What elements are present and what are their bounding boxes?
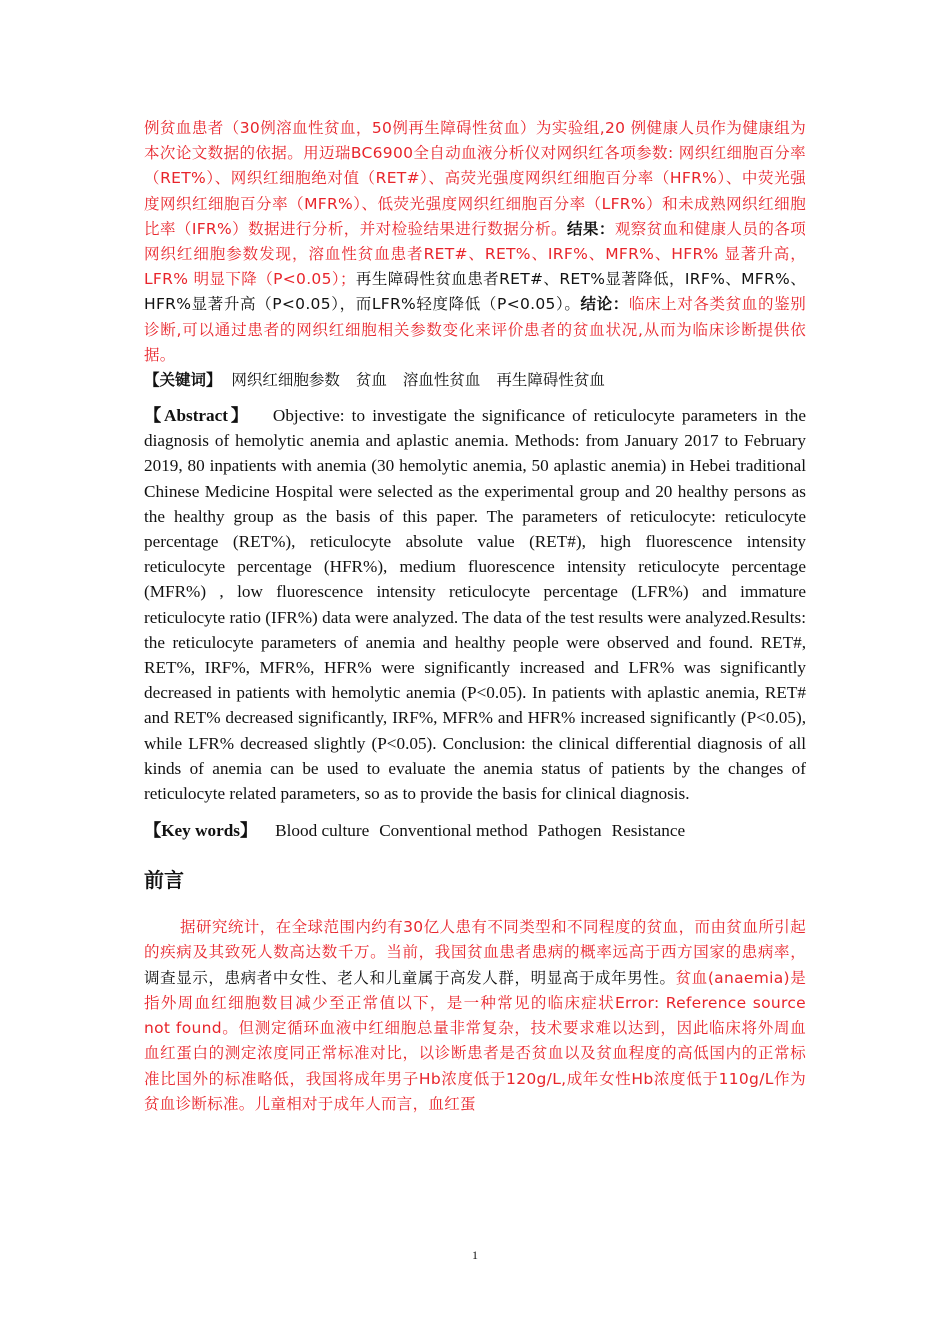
abstract-en-text: Objective: to investigate the significance of reticulocyte parameters in the diagnosis of hemolytic anemia and aplastic anemia. Methods: from January 2017 to February 2019, 80 inpatients with anemia (30 hemolytic anemia, 50 aplastic anemia) in Hebei traditional Chinese Medicine Hospital were selected as the experimental group and 20 healthy persons as the healthy group as the basis of this paper. The parameters of reticulocyte: reticulocyte percentage (RET%), reticulocyte absolute value (RET#), high fluorescence intensity reticulocyte percentage (HFR%), medium fluorescence intensity reticulocyte percentage (MFR%) , low fluorescence intensity reticulocyte percentage (LFR%) and immature reticulocyte ratio (IFR%) data were analyzed. The data of the test results were analyzed.Results: the reticulocyte parameters of anemia and healthy people were observed and found. RET#, RET%, IRF%, MFR%, HFR% were significantly increased and LFR% was significantly decreased in patients with hemolytic anemia (P<0.05). In patients with aplastic anemia, RET# and RET% decreased significantly, IRF%, MFR% and HFR% increased significantly (P<0.05), while LFR% decreased slightly (P<0.05). Conclusion: the clinical differential diagnosis of all kinds of anemia can be used to evaluate the anemia status of patients by the changes of reticulocyte related parameters, so as to provide the basis for clinical diagnosis. xyxy=(144,406,806,804)
abstract-cn-part1: 例贫血患者（30例溶血性贫血，50例再生障碍性贫血）为实验组,20 例健康人员作为健康组为本次论文数据的依据。用迈瑞BC6900全自动血液分析仪对网织红各项参数: 网织红细胞百分率（RET%）、网织红细胞绝对值（RET#）、高荧光强度网织红细胞百分率（HFR%）、中荧光强度网织红细胞百分率（MFR%）、低荧光强度网织红细胞百分率（LFR%）和未成熟网织红细胞比率（IFR%）数据进行分析，并对检验结果进行数据分析。 xyxy=(144,119,806,238)
abstract-en-label: 【Abstract】 xyxy=(144,406,251,426)
keyword-en: Resistance xyxy=(611,821,686,841)
english-abstract xyxy=(144,403,806,806)
section-title: 前言 xyxy=(144,868,184,893)
conclusion-label: 结论： xyxy=(580,295,629,314)
keyword-en: Pathogen xyxy=(537,821,602,841)
keyword-cn: 溶血性贫血 xyxy=(402,371,481,390)
keywords-en-label: 【Key words】 xyxy=(144,821,258,841)
keywords-cn-label: 【关键词】 xyxy=(144,371,222,390)
keyword-cn: 网织红细胞参数 xyxy=(231,371,340,390)
abstract-cn-part3: 再生障碍性贫血患者RET#、RET%显著降低，IRF%、MFR%、HFR%显著升高（P<0.05），而LFR%轻度降低（P<0.05）。 xyxy=(144,270,806,314)
chinese-keywords xyxy=(144,368,806,393)
keyword-cn: 贫血 xyxy=(355,371,387,390)
english-keywords xyxy=(144,818,806,843)
intro-paragraph xyxy=(144,915,806,1117)
results-label: 结果： xyxy=(566,219,615,238)
intro-part2: 调查显示，患病者中女性、老人和儿童属于高发人群，明显高于成年男性。 xyxy=(144,968,676,987)
intro-part1: 据研究统计，在全球范围内约有30亿人患有不同类型和不同程度的贫血，而由贫血所引起的疾病及其致死人数高达数千万。当前，我国贫血患者患病的概率远高于西方国家的患病率， xyxy=(144,918,806,962)
keyword-en: Blood culture xyxy=(275,821,370,841)
keyword-en: Conventional method xyxy=(379,821,528,841)
chinese-abstract xyxy=(144,116,806,368)
page-body xyxy=(144,116,806,1117)
keyword-cn: 再生障碍性贫血 xyxy=(496,371,605,390)
intro-part3: 贫血(anaemia)是指外周血红细胞数目减少至正常值以下，是一种常见的临床症状Error: Reference source not found。但测定循环血液中红细胞总量非常复杂，技术要求难以达到，因此临床将外周血血红蛋白的测定浓度同正常标准对比，以诊断患者是否贫血以及贫血程度的高低国内的正常标准比国外的标准略低，我国将成年男子Hb浓度低于120g/L,成年女性Hb浓度低于110g/L作为贫血诊断标准。儿童相对于成年人而言，血红蛋 xyxy=(144,968,806,1113)
abstract-cn-part4: 临床上对各类贫血的鉴别诊断,可以通过患者的网织红细胞相关参数变化来评价患者的贫血状况,从而为临床诊断提供依据。 xyxy=(144,295,806,364)
page-number: 1 xyxy=(472,1248,478,1262)
abstract-cn-part2: 观察贫血和健康人员的各项网织红细胞参数发现，溶血性贫血患者RET#、RET%、IRF%、MFR%、HFR% 显著升高，LFR% 明显下降（P<0.05）； xyxy=(144,219,807,289)
